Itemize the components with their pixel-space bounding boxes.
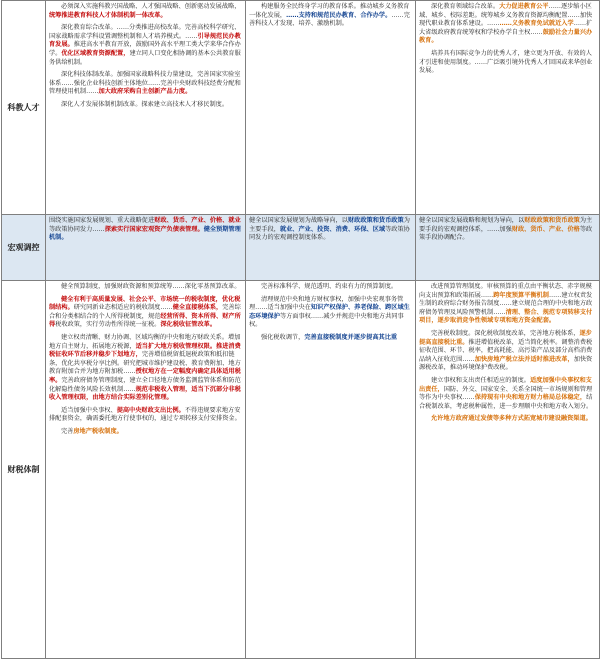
highlight-span: 授权地方在一定幅度内确定具体适用税率。	[49, 368, 241, 384]
plan-14th-cell	[246, 281, 416, 659]
text-span: 适当加强中央事权、	[61, 406, 117, 414]
reform-2024-cell	[46, 1, 246, 215]
text-span: 必须深入实施科教兴国战略、人才强国战略、创新驱动发展战略，	[61, 3, 241, 10]
paragraph	[49, 407, 242, 424]
highlight-span: 允许地方政府通过发债等多种方式拓宽城市建设融资渠道。	[431, 415, 592, 423]
highlight-span: 健全预期管理机制。	[49, 225, 241, 242]
highlight-span: 大力促进教育公平	[499, 3, 549, 10]
highlight-span: 适当扩大地方税收管理权限。推进消费税征收环节后移并稳步下划地方，	[49, 342, 241, 359]
reform-2024-cell	[46, 281, 246, 659]
text-span: 围绕实施国家发展规划、重大战略促进	[49, 217, 155, 224]
highlight-span: 健全直接税体系，	[172, 304, 223, 312]
paragraph	[249, 296, 412, 330]
table-row	[2, 281, 600, 659]
highlight-span: 加快房地产税立法并适时推进改革，	[474, 355, 574, 363]
text-span: 研究同新业态相适应的税收制度……	[73, 304, 173, 312]
paragraph	[419, 377, 596, 411]
paragraph	[49, 428, 242, 437]
text-span: ……完善科技人才发现、培养、激励机制。	[249, 11, 410, 28]
paragraph	[419, 330, 596, 373]
text-span: 加快资源税改革，推动环境保护费改税。	[419, 355, 593, 372]
text-span: 等政策协同发力……	[49, 225, 105, 233]
text-span: 为主要手段，	[249, 217, 410, 233]
highlight-span: 探索实行国家宏观资产负债表管理。	[104, 225, 204, 233]
paragraph	[249, 3, 412, 29]
highlight-span: 统筹推进教育科技人才体制机制一体改革。	[49, 11, 167, 19]
paragraph	[249, 283, 412, 292]
text-span: 国防、外交、国家安全、关系全国统一市场规则和管理等作为中央事权……	[419, 385, 593, 402]
table-row	[2, 215, 600, 281]
text-span: 完善政府债务管理制度，建立全口径地方债务监测监管体系和防范化解隐性债务风险长效机制……	[49, 376, 241, 393]
text-span: 建立事权和支出责任相适应的制度。	[431, 376, 530, 384]
highlight-span: 知识产权保护、养老保险、跨区域生态环境保护	[249, 304, 410, 320]
text-span: 完善综合和分类相结合的个人所得税制度，规范	[49, 304, 241, 320]
paragraph	[49, 101, 242, 110]
text-span: 清理规范中央和地方财权事权，加强中央宏观事务管理……适当加强中央在	[249, 295, 404, 312]
text-span: 健全以国家发展规划为战略导向，以	[249, 217, 348, 224]
text-span: 强化税收调节，	[261, 333, 305, 341]
text-span: ……扩大省级政府教育统筹权和学校办学自主权……	[419, 20, 593, 36]
highlight-span: 就业、产业、投资、消费、环保、区域	[279, 225, 386, 233]
policy-comparison-table	[1, 0, 600, 659]
text-span: 结合税制改革，考虑税种属性，进一步理顺中央和地方收入划分。	[419, 394, 593, 410]
paragraph	[419, 3, 596, 46]
highlight-span: 加大政府采购自主创新产品力度。	[98, 88, 192, 96]
text-span: 深化科技体制改革。加强国家战略科技力量建设，完善国家实验室体系……强化企业科技创新主体地位……完善中央财政科技经费分配和管理使用机制……	[49, 71, 241, 96]
text-span: 建立权责清晰、财力协调、区域均衡的中央和地方财政关系。增加地方自主财力，拓展地方税源，	[49, 333, 241, 350]
paragraph	[49, 296, 242, 330]
paragraph	[49, 283, 242, 292]
highlight-span: 规范非税收入管理，适当下沉部分非税收入管理权限，由地方结合实际差别化管理。	[49, 385, 241, 402]
highlight-span: 逐步提高直接税比重。	[419, 329, 592, 346]
highlight-span: 引导规范民办教育发展。	[49, 32, 241, 49]
highlight-span: 房地产税收制度。	[73, 427, 123, 435]
row-label-hongguan: 宏观调控	[2, 215, 46, 281]
text-span: 完善	[61, 427, 74, 435]
reform-2013-cell	[416, 215, 600, 281]
text-span: 推进增值税改革，适当简化税率。调整消费税征收范围、环节、税率，把高耗能、高污染产品及部分高档消费品纳入征收范围……	[419, 338, 593, 363]
text-span: 建立同人口变化相协调的基本公共教育服务供给机制。	[49, 49, 241, 66]
text-span: 深化教育领域综合改革。	[431, 3, 500, 10]
reform-2013-cell	[416, 281, 600, 659]
text-span: 等政策手段协调配合。	[419, 225, 593, 242]
text-span: 完善标准科学、规范透明、约束有力的预算制度。	[261, 283, 398, 290]
reform-2024-cell	[46, 215, 246, 281]
text-span: 等政策协同发力的宏观调控制度体系。	[249, 225, 410, 242]
text-span: 税收政策，实行劳动性所得统一征税。	[55, 321, 161, 329]
paragraph	[49, 3, 242, 20]
row-label-keji: 科教人才	[2, 1, 46, 215]
text-span: 深化人才发展体制机制改革。探索建立高技术人才移民制度。	[61, 100, 229, 108]
text-span: 为主要手段的宏观调控体系，……加强	[419, 217, 593, 233]
paragraph	[49, 71, 242, 97]
highlight-span: 财政政策和货币政策	[348, 217, 404, 224]
paragraph	[249, 217, 412, 243]
text-span: 完善税收制度。深化税收制度改革，完善地方税体系，	[431, 329, 580, 337]
highlight-span: 适度加强中央事权和支出责任，	[419, 376, 592, 393]
paragraph	[419, 217, 596, 243]
plan-14th-cell	[246, 215, 416, 281]
highlight-span: 财政、货币、产业、价格	[511, 225, 580, 233]
paragraph	[49, 334, 242, 403]
paragraph	[49, 24, 242, 67]
highlight-span: 深化税收征管改革。	[160, 321, 217, 329]
highlight-span: 提高中央财政支出比例。	[116, 406, 185, 414]
table-row	[2, 1, 600, 215]
highlight-span: 鼓励社会力量兴办教育。	[419, 28, 593, 45]
highlight-span: 清理、整合、规范专项转移支付项目，逐步取消竞争性领域专项和地方资金配套。	[419, 308, 593, 325]
text-span: 健全以国家发展战略和规划为导向，以	[419, 217, 525, 224]
paragraph	[419, 415, 596, 424]
highlight-span: 完善直接税制度并逐步提高其比重	[304, 333, 398, 341]
text-span: 健全预算制度，加强财政资源和预算统筹……深化零基预算改革。	[61, 283, 241, 290]
highlight-span: 健全有利于高质量发展、社会公平、市场统一的税收制度，优化税制结构。	[49, 295, 241, 312]
highlight-span: 经营所得、资本所得、财产所得	[49, 312, 241, 329]
highlight-span: ……义务教育免试就近入学	[499, 20, 574, 28]
text-span: 深化教育综合改革。……分类推进高校改革。完善高校科学研究、国家战略需求学科设置调整机制和人才培养模式。……	[49, 24, 241, 40]
paragraph	[249, 334, 412, 343]
highlight-span: 财政政策和货币政策	[524, 217, 580, 224]
paragraph	[49, 217, 242, 243]
reform-2013-cell	[416, 1, 600, 215]
text-span: 构建服务全民终身学习的教育体系。推动城乡义务教育一体化发展，	[249, 3, 410, 19]
row-label-caishui: 财税体制	[2, 281, 46, 659]
highlight-span: ……支持和规范民办教育、合作办学。	[286, 11, 392, 19]
text-span: 改进预算管理制度。审核预算的重点由平衡状态、赤字规模向支出预算和政策拓展……	[419, 283, 592, 299]
highlight-span: 跨年度预算平衡机制	[493, 291, 549, 299]
paragraph	[419, 50, 596, 76]
paragraph	[419, 283, 596, 326]
highlight-span: 保持现有中央和地方财力格局总体稳定，	[474, 394, 587, 402]
text-span: 推进高水平教育开放，鼓励国外高水平理工类大学来华合作办学。	[49, 41, 241, 57]
text-span: ……逐步缩小区域、城乡、校际差距。统筹城乡义务教育资源均衡配置……加快现代职业教育体系建设。……	[419, 3, 593, 28]
text-span: 不得违规要求地方安排配套资金，确需委托地方行使事权的，通过专项转移支付安排资金。	[49, 406, 241, 423]
text-span: 培养具有国际竞争力的优秀人才，建立更为开放、有效的人才引进和使用制度。……广泛吸引境外优秀人才回国或来华创业发展。	[419, 49, 593, 75]
text-span: 完善增值税留抵退税政策和抵扣链条，优化共享税分享比例。研究把城市维护建设税、教育费附加、地方教育附加合并为地方附加税……	[49, 351, 241, 376]
text-span: 等方面事权……减少并规范中央和地方共同事权。	[249, 312, 404, 329]
highlight-span: 财政、货币、产业、价格、就业	[154, 217, 241, 224]
highlight-span: 优化区域教育资源配置，	[61, 49, 130, 57]
text-span: ……建立权责发生制的政府综合财务报告制度……建立规范合理的中央和地方政府债务管理及风险预警机制……	[419, 291, 593, 316]
plan-14th-cell	[246, 1, 416, 215]
